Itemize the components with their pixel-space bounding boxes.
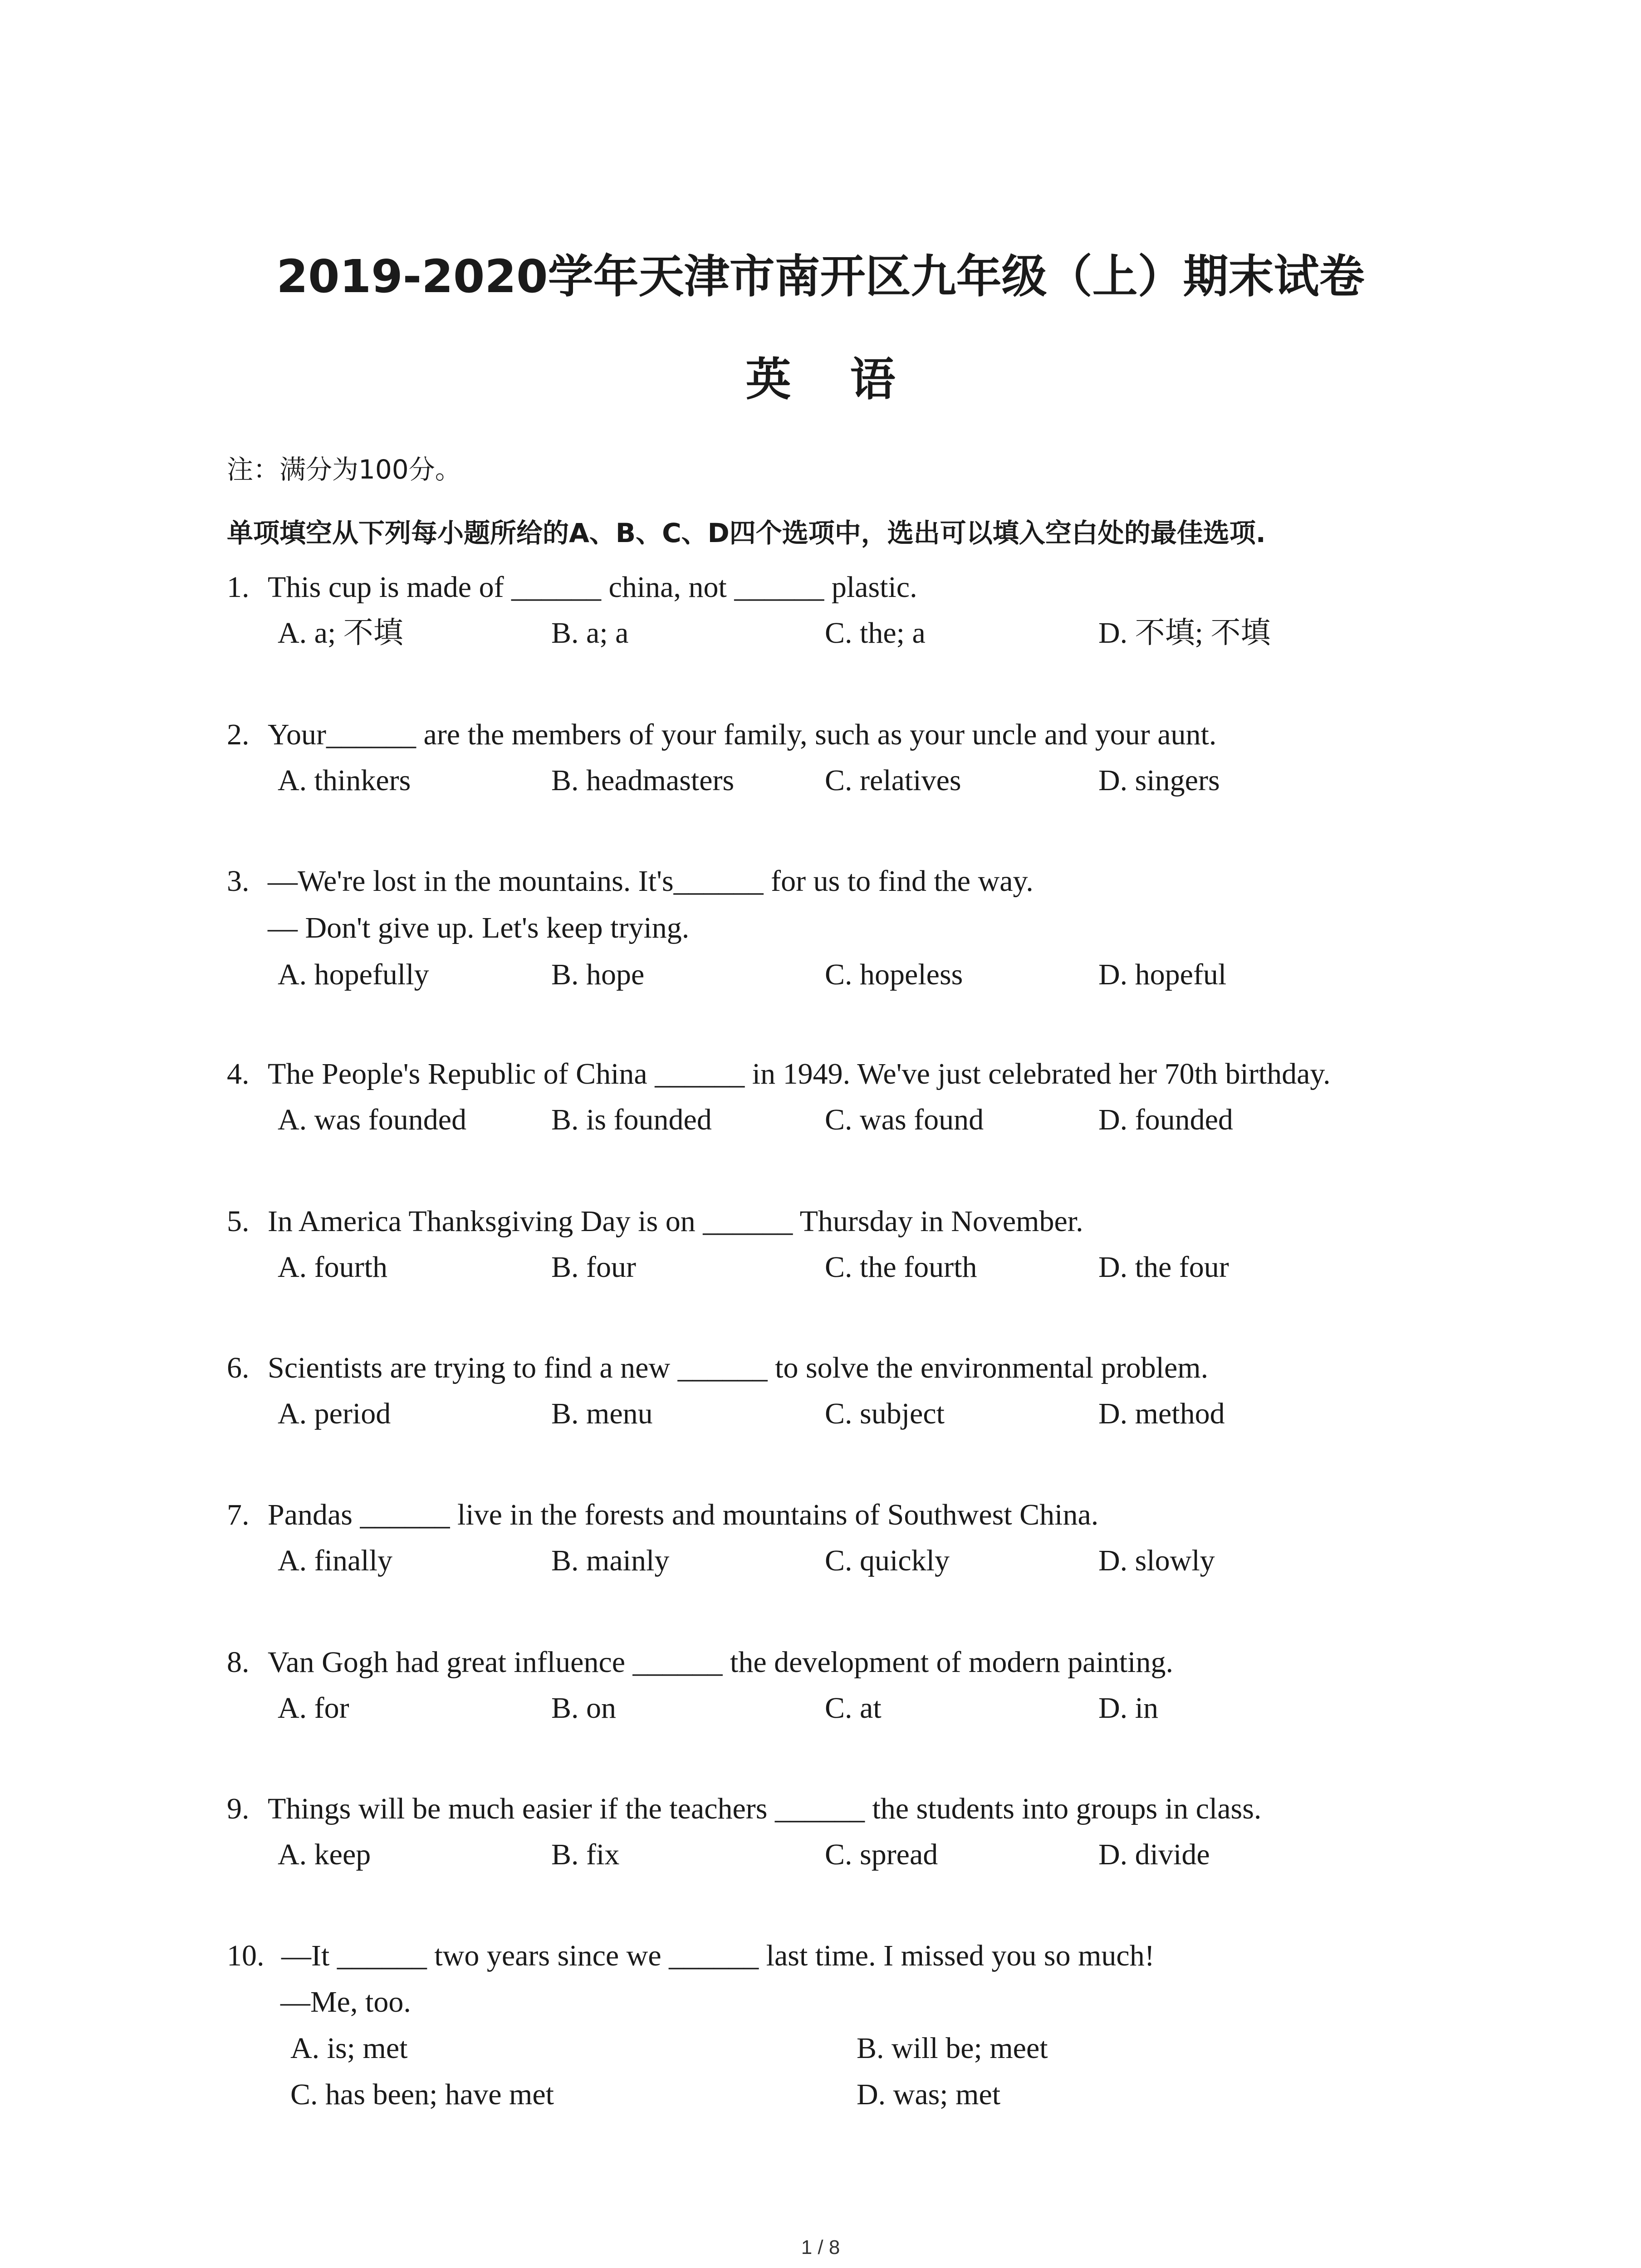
option-a: A. a; 不填 [278,616,403,650]
exam-subject: 英语 [745,353,955,406]
option-d: D. 不填; 不填 [1098,616,1271,650]
option-c: C. the fourth [825,1251,977,1284]
option-d: D. in [1098,1691,1158,1725]
option-a: A. thinkers [278,764,411,797]
option-c: C. has been; have met [290,2078,554,2111]
question-number: 9. [227,1792,250,1825]
question-stem [227,859,1034,904]
question-number: 2. [227,718,250,751]
option-b: B. hope [551,958,645,991]
exam-title: 2019-2020学年天津市南开区九年级（上）期末试卷 [276,250,1365,303]
option-b: B. menu [551,1397,653,1430]
question-number: 7. [227,1498,250,1531]
option-b: B. a; a [551,616,629,650]
page-number: 1 / 8 [801,2236,840,2258]
option-d: D. singers [1098,764,1220,797]
question-text: Your______ are the members of your family, such as your uncle and your aunt. [268,718,1217,751]
score-note: 注：满分为100分。 [227,454,461,485]
question-stem [227,712,1216,758]
question-stem [227,565,917,610]
option-a: A. fourth [278,1251,387,1284]
option-b: B. on [551,1691,617,1725]
option-d: D. founded [1098,1103,1233,1136]
option-b: B. four [551,1251,636,1284]
option-a: A. for [278,1691,349,1725]
question-stem [227,1345,1208,1391]
question-text: Things will be much easier if the teachers ______ the students into groups in class. [268,1792,1262,1825]
question-number: 8. [227,1646,250,1679]
question-text: Pandas ______ live in the forests and mountains of Southwest China. [268,1498,1099,1531]
option-c: C. hopeless [825,958,963,991]
option-b: B. headmasters [551,764,735,797]
option-c: C. relatives [825,764,961,797]
option-d: D. divide [1098,1838,1210,1871]
option-a: A. keep [278,1838,371,1871]
option-a: A. was founded [278,1103,467,1136]
question-number: 6. [227,1351,250,1384]
option-b: B. will be; meet [857,2032,1048,2065]
question-stem [227,1640,1173,1685]
option-d: D. was; met [857,2078,1001,2111]
question-stem [227,1492,1098,1538]
question-reply: — Don't give up. Let's keep trying. [268,911,690,944]
option-c: C. quickly [825,1544,950,1577]
option-c: C. subject [825,1397,945,1430]
option-b: B. is founded [551,1103,712,1136]
option-c: C. spread [825,1838,938,1871]
question-number: 3. [227,865,250,898]
option-b: B. mainly [551,1544,670,1577]
option-d: D. hopeful [1098,958,1227,991]
option-a: A. period [278,1397,391,1430]
question-number: 5. [227,1205,250,1238]
section-instruction: 单项填空从下列每小题所给的A、B、C、D四个选项中，选出可以填入空白处的最佳选项. [227,518,1266,548]
option-c: C. at [825,1691,882,1725]
question-number: 4. [227,1057,250,1090]
question-number: 1. [227,571,250,604]
option-d: D. slowly [1098,1544,1215,1577]
option-b: B. fix [551,1838,620,1871]
question-stem [227,1051,1331,1097]
question-stem [227,1199,1083,1244]
question-number: 10. [227,1939,265,1972]
option-a: A. is; met [290,2032,408,2065]
question-stem [227,1786,1261,1832]
option-d: D. method [1098,1397,1225,1430]
question-stem [227,1933,1155,1979]
question-text: The People's Republic of China ______ in 1949. We've just celebrated her 70th birthday. [268,1057,1331,1090]
option-a: A. hopefully [278,958,429,991]
option-c: C. was found [825,1103,984,1136]
question-reply: —Me, too. [280,1985,411,2019]
question-text: Van Gogh had great influence ______ the development of modern painting. [268,1646,1173,1679]
question-text: In America Thanksgiving Day is on ______ Thursday in November. [268,1205,1083,1238]
question-text: —We're lost in the mountains. It's______ for us to find the way. [268,865,1034,898]
option-c: C. the; a [825,616,926,650]
question-text: Scientists are trying to find a new ______ to solve the environmental problem. [268,1351,1209,1384]
question-text: This cup is made of ______ china, not ______ plastic. [268,571,917,604]
option-d: D. the four [1098,1251,1229,1284]
question-text: —It ______ two years since we ______ last time. I missed you so much! [281,1939,1155,1972]
option-a: A. finally [278,1544,392,1577]
